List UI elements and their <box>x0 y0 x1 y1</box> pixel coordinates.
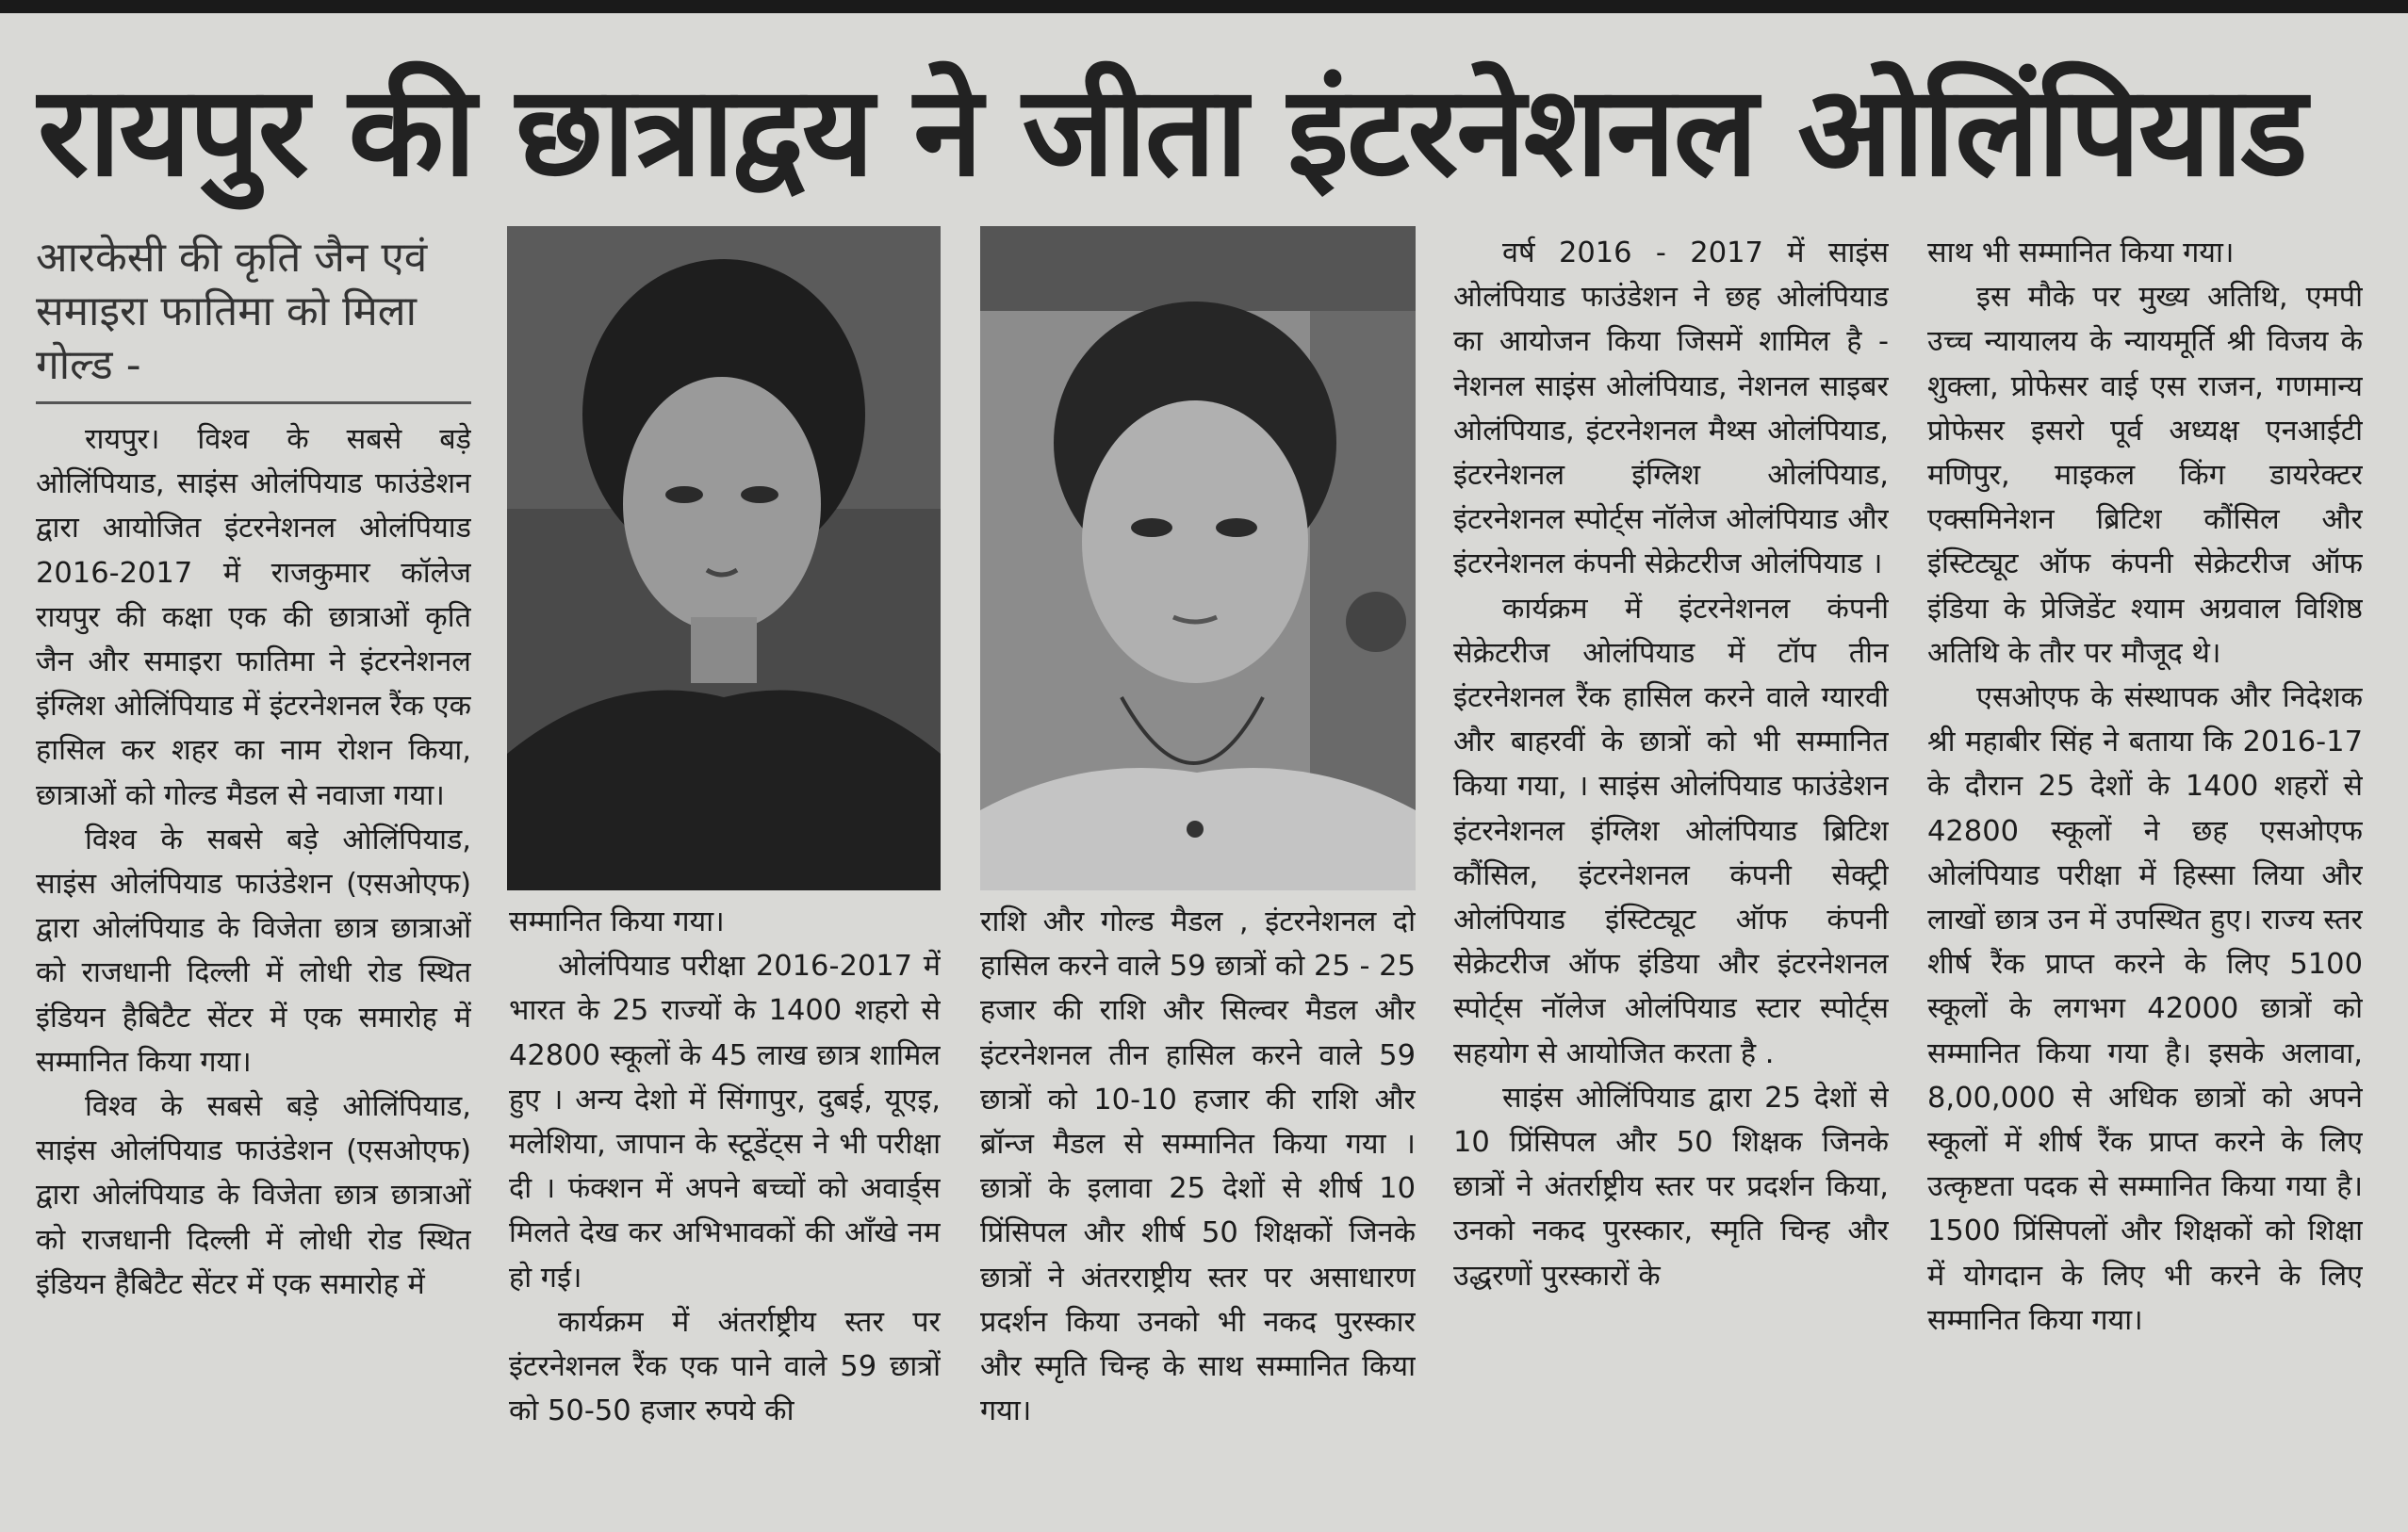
paragraph: विश्व के सबसे बड़े ओलिंपियाड, साइंस ओलंपियाड फाउंडेशन (एसओएफ) द्वारा ओलंपियाड के विजेता छात्र छात्राओं को राजधानी दिल्ली में लोधी रोड स्थित इंडियन हैबिटैट सेंटर में एक समारोह में <box>36 1090 471 1301</box>
paragraph: सम्मानित किया गया। <box>509 905 725 938</box>
page-top-border <box>0 0 2408 13</box>
column-4 <box>1453 231 1889 1522</box>
column-5 <box>1927 231 2363 1522</box>
paragraph: रायपुर। विश्व के सबसे बड़े ओलिंपियाड, साइंस ओलंपियाड फाउंडेशन द्वारा आयोजित इंटरनेशनल ओलंपियाड 2016-2017 में राजकुमार कॉलेज रायपुर की कक्षा एक की छात्राओं कृति जैन और समाइरा फातिमा ने इंटरनेशनल इंग्लिश ओलिंपियाड में इंटरनेशनल रैंक एक हासिल कर शहर का नाम रोशन किया, छात्राओं को गोल्ड मैडल से नवाजा गया। <box>36 423 471 812</box>
column-3 <box>980 900 1416 1526</box>
paragraph: इस मौके पर मुख्य अतिथि, एमपी उच्च न्यायालय के न्यायमूर्ति श्री विजय के शुक्ला, प्रोफेसर वाई एस राजन, गणमान्य प्रोफेसर इसरो पूर्व अध्यक्ष एनआईटी मणिपुर, माइकल किंग डायरेक्टर एक्समिनेशन ब्रिटिश कौंसिल और इंस्टिट्यूट ऑफ कंपनी सेक्रेटरीज ऑफ इंडिया के प्रेजिडेंट श्याम अग्रवाल विशिष्ठ अतिथि के तौर पर मौजूद थे। <box>1927 281 2363 670</box>
paragraph: साइंस ओलिंपियाड द्वारा 25 देशों से 10 प्रिंसिपल और 50 शिक्षक जिनके छात्रों ने अंतर्राष्ट्रीय स्तर पर प्रदर्शन किया, उनको नकद पुरस्कार, स्मृति चिन्ह और उद्धरणों पुरस्कारों के <box>1453 1081 1889 1293</box>
paragraph: कार्यक्रम में अंतर्राष्ट्रीय स्तर पर इंटरनेशनल रैंक एक पाने वाले 59 छात्रों को 50-50 हजार रुपये की <box>509 1305 941 1428</box>
paragraph: राशि और गोल्ड मैडल , इंटरनेशनल दो हासिल करने वाले 59 छात्रों को 25 - 25 हजार की राशि और सिल्वर मैडल और इंटरनेशनल तीन हासिल करने वाले 59 छात्रों को 10-10 हजार की राशि और ब्रॉन्ज मैडल से सम्मानित किया गया । छात्रों के इलावा 25 देशों से शीर्ष 10 प्रिंसिपल और शीर्ष 50 शिक्षकों जिनके छात्रों ने अंतरराष्ट्रीय स्तर पर असाधारण प्रदर्शन किया उनको भी नकद पुरस्कार और स्मृति चिन्ह के साथ सम्मानित किया गया। <box>980 905 1416 1428</box>
subheadline: आरकेसी की कृति जैन एवं समाइरा फातिमा को मिला गोल्ड - <box>36 231 471 404</box>
paragraph: विश्व के सबसे बड़े ओलिंपियाड, साइंस ओलंपियाड फाउंडेशन (एसओएफ) द्वारा ओलंपियाड के विजेता छात्र छात्राओं को राजधानी दिल्ली में लोधी रोड स्थित इंडियन हैबिटैट सेंटर में एक समारोह में सम्मानित किया गया। <box>36 823 471 1079</box>
headline: रायपुर की छात्राद्वय ने जीता इंटरनेशनल ओलिंपियाड <box>38 59 2306 204</box>
paragraph: वर्ष 2016 - 2017 में साइंस ओलंपियाड फाउंडेशन ने छह ओलंपियाड का आयोजन किया जिसमें शामिल है - नेशनल साइंस ओलंपियाड, नेशनल साइबर ओलंपियाड, इंटरनेशनल मैथ्स ओलंपियाड, इंटरनेशनल इंग्लिश ओलंपियाड, इंटरनेशनल स्पोर्ट्स नॉलेज ओलंपियाड और इंटरनेशनल कंपनी सेक्रेटरीज ओलंपियाड । <box>1453 236 1889 581</box>
photo-samaira-fatima <box>980 226 1416 890</box>
column-1 <box>36 231 471 1522</box>
paragraph: साथ भी सम्मानित किया गया। <box>1927 236 2235 269</box>
paragraph: कार्यक्रम में इंटरनेशनल कंपनी सेक्रेटरीज ओलंपियाड में टॉप तीन इंटरनेशनल रैंक हासिल करने वाले ग्यारवी और बाहरवीं के छात्रों को भी सम्मानित किया गया, । साइंस ओलंपियाड फाउंडेशन इंटरनेशनल इंग्लिश ओलंपियाड ब्रिटिश कौंसिल, इंटरनेशनल कंपनी सेक्ट्री ओलंपियाड इंस्टिट्यूट ऑफ कंपनी सेक्रेटरीज ऑफ इंडिया और इंटरनेशनल स्पोर्ट्स नॉलेज ओलंपियाड स्टार स्पोर्ट्स सहयोग से आयोजित करता है . <box>1453 592 1889 1070</box>
paragraph: ओलंपियाड परीक्षा 2016-2017 में भारत के 25 राज्यों के 1400 शहरो से 42800 स्कूलों के 45 लाख छात्र शामिल हुए । अन्य देशो में सिंगापुर, दुबई, यूएइ, मलेशिया, जापान के स्टूडेंट्स ने भी परीक्षा दी । फंक्शन में अपने बच्चों को अवार्ड्स मिलते देख कर अभिभावकों की आँखे नम हो गई। <box>509 950 941 1295</box>
photo-kriti-jain <box>507 226 941 890</box>
paragraph: एसओएफ के संस्थापक और निदेशक श्री महाबीर सिंह ने बताया कि 2016-17 के दौरान 25 देशों के 1400 शहरों से 42800 स्कूलों ने छह एसओएफ ओलंपियाड परीक्षा में हिस्सा लिया और लाखों छात्र उन में उपस्थित हुए। राज्य स्तर शीर्ष रैंक प्राप्त करने के लिए 5100 स्कूलों के लगभग 42000 छात्रों को सम्मानित किया गया है। इसके अलावा, 8,00,000 से अधिक छात्रों को अपने स्कूलों में शीर्ष रैंक प्राप्त करने के लिए उत्कृष्टता पदक से सम्मानित किया गया है। 1500 प्रिंसिपलों और शिक्षकों को शिक्षा में योगदान के लिए भी करने के लिए सम्मानित किया गया। <box>1927 681 2363 1337</box>
column-2 <box>509 900 941 1526</box>
